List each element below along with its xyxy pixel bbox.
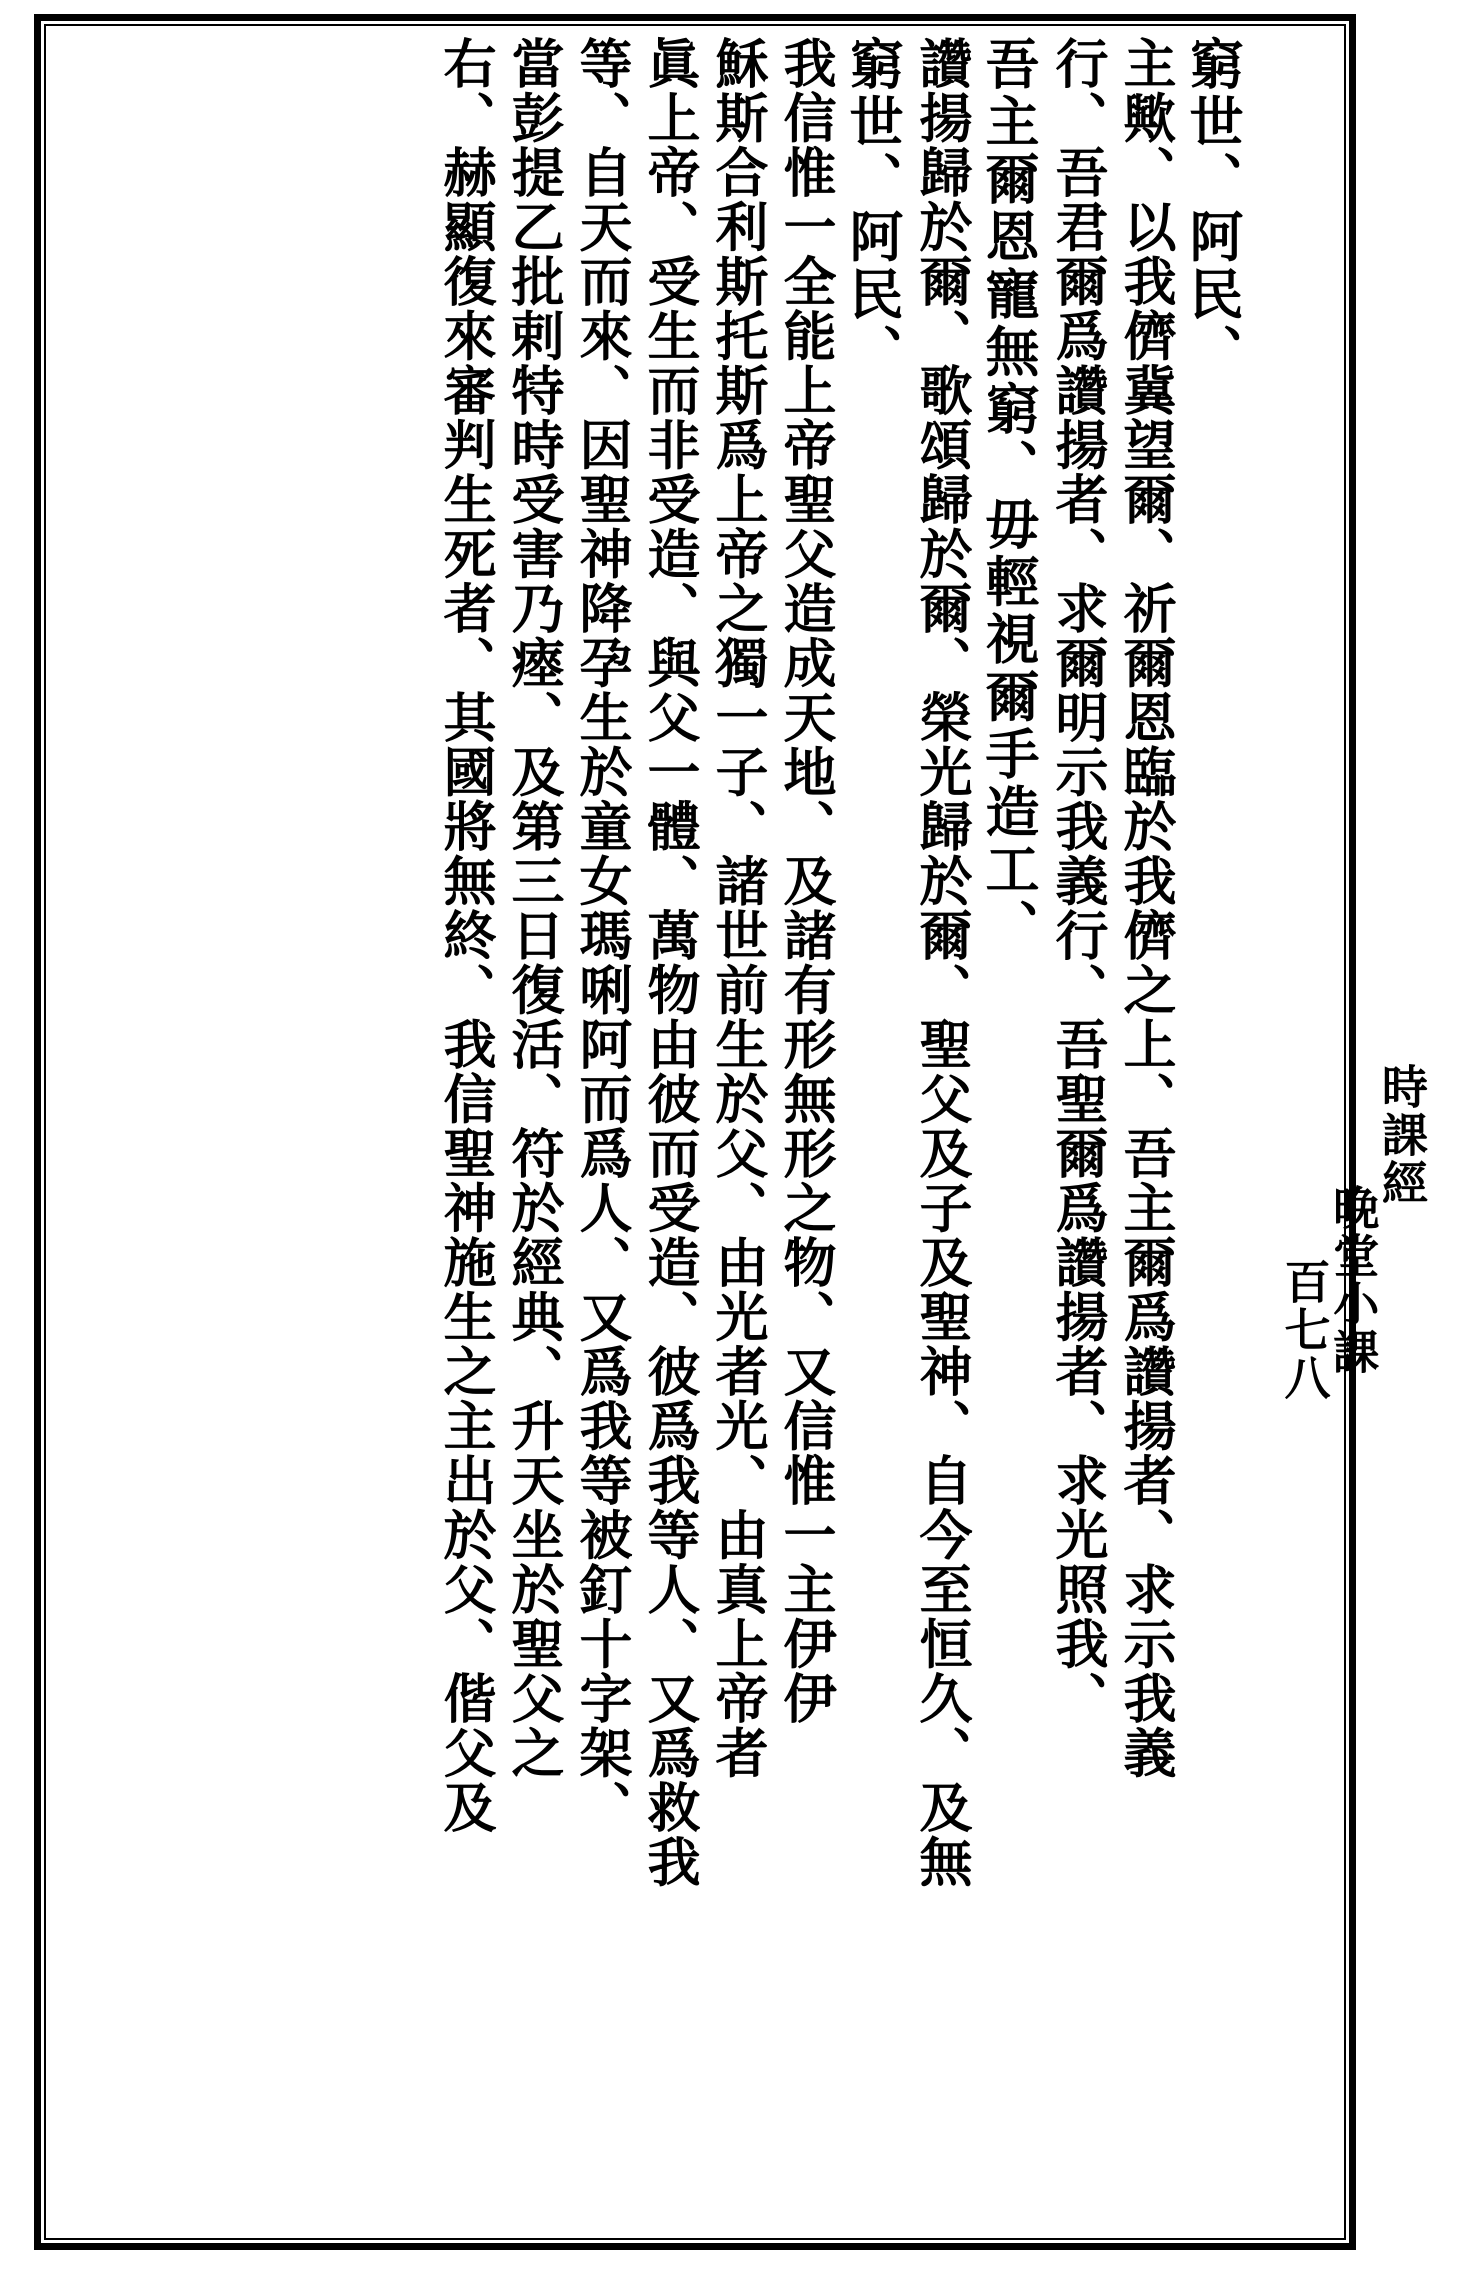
text-column: 行、吾君爾爲讚揚者、求爾明示我義行、吾聖爾爲讚揚者、求光照我、 (1047, 36, 1109, 1726)
document-subtitle: 晚堂小課 (1326, 1184, 1381, 1376)
text-column: 我信惟一全能上帝聖父造成天地、及諸有形無形之物、又信惟一主伊伊 (775, 36, 837, 1726)
text-column: 窮世、阿民、 (1181, 36, 1245, 381)
text-column: 主歟、以我儕冀望爾、祈爾恩臨於我儕之上、吾主爾爲讚揚者、求示我義 (1115, 36, 1177, 1780)
text-column: 窮世、阿民、 (841, 36, 905, 381)
text-body (62, 36, 1245, 2222)
text-column: 穌斯合利斯托斯爲上帝之獨一子、諸世前生於父、由光者光、由真上帝者 (707, 36, 769, 1780)
text-column: 右、赫顯復來審判生死者、其國將無終、我信聖神施生之主出於父、偕父及 (435, 36, 497, 1835)
text-column: 等、自天而來、因聖神降孕生於童女瑪唎阿而爲人、又爲我等被釘十字架、 (571, 36, 633, 1835)
page-number: 百七八 (1277, 1258, 1332, 1402)
page-header-column (1277, 40, 1429, 2220)
text-column: 眞上帝、受生而非受造、與父一體、萬物由彼而受造、彼爲我等人、又爲救我 (639, 36, 701, 1889)
text-column: 吾主爾恩寵無窮、毋輕視爾手造工、 (977, 36, 1041, 956)
text-column: 讚揚歸於爾、歌頌歸於爾、榮光歸於爾、聖父及子及聖神、自今至恒久、及無 (911, 36, 973, 1889)
text-column: 當彭提乙批剌特時受害乃瘞、及第三日復活、符於經典、升天坐於聖父之 (503, 36, 565, 1780)
document-title: 時課經 (1375, 1063, 1429, 1207)
